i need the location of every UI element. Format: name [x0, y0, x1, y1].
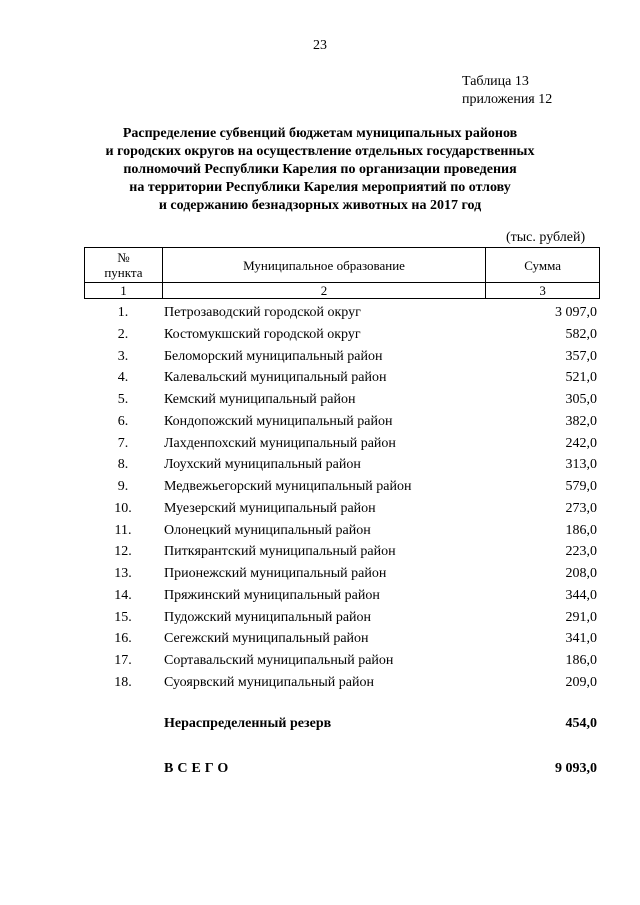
municipality-name: Сегежский муниципальный район — [164, 631, 369, 647]
title-line: на территории Республики Карелия мероприятий по отлову — [129, 180, 511, 195]
row-number: 9. — [117, 479, 129, 494]
row-number: 12. — [114, 544, 132, 560]
header-number-symbol: № — [117, 250, 130, 265]
row-number: 18. — [114, 674, 132, 690]
municipality-name: Лахденпохский муниципальный район — [164, 435, 396, 451]
subvention-amount: 521,0 — [565, 370, 597, 386]
table-row — [84, 650, 600, 672]
subvention-amount: 357,0 — [565, 348, 597, 364]
row-number: 15. — [114, 609, 132, 625]
column-number-row — [85, 283, 600, 299]
table-row — [84, 302, 600, 324]
subvention-amount: 579,0 — [565, 479, 597, 494]
subvention-amount: 382,0 — [565, 413, 597, 429]
municipality-name: Беломорский муниципальный район — [164, 348, 383, 364]
header-amount: Сумма — [486, 248, 600, 283]
header-municipality: Муниципальное образование — [162, 248, 485, 283]
subvention-amount: 209,0 — [565, 674, 597, 690]
subvention-amount: 582,0 — [565, 326, 597, 342]
units-label: (тыс. рублей) — [506, 230, 586, 245]
total-amount: 9 093,0 — [555, 761, 597, 776]
table-row — [84, 433, 600, 455]
municipality-name: Муезерский муниципальный район — [164, 500, 376, 516]
subvention-amount: 291,0 — [565, 609, 597, 625]
table-number: Таблица 13 — [462, 74, 529, 89]
header-number — [85, 248, 163, 283]
table-row — [84, 498, 600, 520]
document-title — [60, 125, 580, 215]
subvention-amount: 223,0 — [565, 544, 597, 560]
table-header — [84, 247, 600, 299]
municipality-name: Медвежьегорский муниципальный район — [164, 479, 412, 494]
subvention-amount: 186,0 — [565, 522, 597, 538]
row-number: 1. — [117, 305, 129, 320]
appendix-number: приложения 12 — [462, 92, 553, 107]
title-line: и городских округов на осуществление отдельных государственных — [105, 144, 535, 159]
municipality-name: Костомукшский городской округ — [164, 326, 361, 342]
row-number: 13. — [114, 566, 132, 581]
table-row — [84, 607, 600, 629]
municipality-name: Лоухский муниципальный район — [164, 457, 361, 473]
table-row — [84, 585, 600, 607]
column-number: 1 — [85, 283, 163, 299]
table-row — [84, 324, 600, 346]
title-line: полномочий Республики Карелия по организации проведения — [123, 162, 517, 177]
municipality-name: Прионежский муниципальный район — [164, 566, 387, 581]
subvention-amount: 313,0 — [565, 457, 597, 473]
row-number: 2. — [117, 326, 129, 342]
table-row — [84, 389, 600, 411]
subvention-amount: 3 097,0 — [555, 305, 597, 320]
table-row — [84, 541, 600, 563]
column-number: 3 — [486, 283, 600, 299]
municipality-name: Калевальский муниципальный район — [164, 370, 387, 386]
row-number: 14. — [114, 587, 132, 603]
municipality-name: Суоярвский муниципальный район — [164, 674, 374, 690]
page-number: 23 — [313, 38, 327, 53]
title-line: Распределение субвенций бюджетам муниципальных районов — [122, 126, 518, 141]
subvention-amount: 208,0 — [565, 566, 597, 581]
total-label: ВСЕГО — [164, 761, 233, 776]
reserve-amount: 454,0 — [565, 716, 597, 731]
row-number: 17. — [114, 653, 132, 668]
row-number: 4. — [117, 370, 129, 386]
row-number: 11. — [114, 522, 132, 538]
subvention-amount: 344,0 — [565, 587, 597, 603]
table-row — [84, 520, 600, 542]
row-number: 5. — [117, 392, 129, 407]
municipality-name: Пряжинский муниципальный район — [164, 587, 380, 603]
row-number: 7. — [117, 435, 129, 451]
subvention-amount: 341,0 — [565, 631, 597, 647]
table-body — [84, 302, 600, 694]
municipality-name: Кемский муниципальный район — [164, 392, 356, 407]
reserve-label: Нераспределенный резерв — [164, 716, 332, 731]
column-number: 2 — [162, 283, 485, 299]
municipality-name: Петрозаводский городской округ — [164, 305, 361, 320]
table-row — [84, 367, 600, 389]
reserve-row — [164, 716, 597, 736]
table-row — [84, 628, 600, 650]
row-number: 10. — [114, 500, 132, 516]
table-row — [84, 476, 600, 498]
municipality-name: Питкярантский муниципальный район — [164, 544, 396, 560]
table-row — [84, 454, 600, 476]
table-row — [84, 411, 600, 433]
municipality-name: Пудожский муниципальный район — [164, 609, 372, 625]
header-row — [85, 248, 600, 283]
total-row — [164, 761, 597, 781]
row-number: 6. — [117, 413, 129, 429]
municipality-name: Олонецкий муниципальный район — [164, 522, 371, 538]
subvention-amount: 186,0 — [565, 653, 597, 668]
municipality-name: Сортавальский муниципальный район — [164, 653, 394, 668]
table-row — [84, 563, 600, 585]
municipality-name: Кондопожский муниципальный район — [164, 413, 393, 429]
subvention-amount: 242,0 — [565, 435, 597, 451]
table-row — [84, 346, 600, 368]
row-number: 3. — [117, 348, 129, 364]
row-number: 8. — [117, 457, 129, 473]
subvention-amount: 273,0 — [565, 500, 597, 516]
subvention-amount: 305,0 — [565, 392, 597, 407]
header-number-word: пункта — [104, 265, 143, 280]
table-reference — [462, 73, 552, 109]
row-number: 16. — [114, 631, 132, 647]
table-row — [84, 672, 600, 694]
title-line: и содержанию безнадзорных животных на 2017 год — [158, 198, 482, 213]
